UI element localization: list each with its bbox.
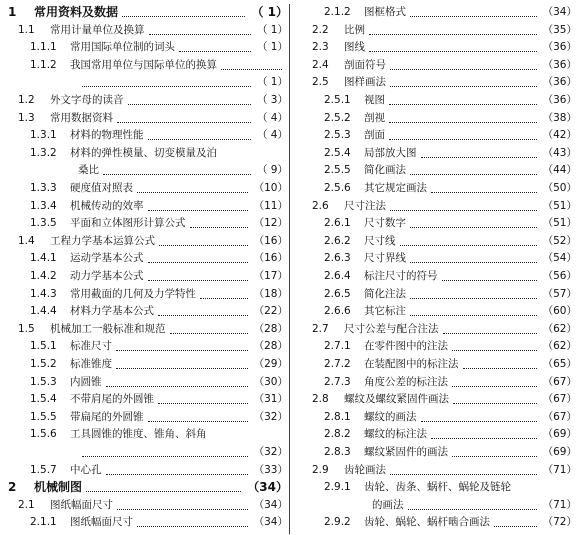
dot-leader [452, 368, 537, 387]
toc-entry-title: 在装配图中的标注法 [364, 358, 459, 370]
toc-entry-page: （42） [542, 129, 577, 142]
toc-entry-title: 尺寸注法 [344, 199, 386, 212]
toc-entry-number: 2.6.5 [324, 287, 351, 300]
toc-entry-number: 1.4.2 [30, 270, 57, 282]
toc-entry-title: 内圆锥 [70, 375, 102, 388]
toc-entry-title: 图线 [344, 41, 365, 54]
toc-entry-number: 1.3 [18, 111, 35, 124]
toc-entry-number: 2.5.1 [324, 94, 351, 106]
dot-leader [442, 262, 537, 281]
toc-entry-number: 1.5.6 [30, 428, 57, 441]
dot-leader [190, 209, 248, 228]
toc-entry-number: 2.6.4 [324, 270, 351, 282]
toc-entry-number: 2.6.2 [324, 234, 351, 247]
toc-entry-page: （54） [542, 252, 577, 265]
toc-entry-page: （69） [542, 446, 577, 458]
dot-leader [148, 262, 248, 281]
toc-entry-number: 2.6.1 [324, 217, 351, 230]
toc-entry-number: 2.1 [18, 498, 35, 511]
toc-entry-title: 齿轮、蜗轮、蜗杆啮合画法 [364, 516, 490, 529]
dot-leader [494, 508, 537, 527]
dot-leader [452, 438, 537, 457]
toc-entry-page: （30） [253, 375, 288, 388]
dot-leader [106, 368, 248, 387]
toc-entry-number: 2.6 [312, 199, 329, 212]
toc-entry[interactable] [294, 513, 577, 531]
dot-leader [390, 51, 537, 70]
toc-entry-title: 材料的物理性能 [70, 129, 144, 142]
toc-entry-number: 1.2 [18, 94, 35, 106]
dot-leader [431, 174, 537, 193]
toc-entry-page: （ 1） [256, 23, 288, 36]
dot-leader [221, 51, 282, 70]
toc-entry-page: （ 4） [256, 111, 288, 124]
toc-entry-title: 其它规定画法 [364, 182, 427, 194]
toc-entry-number: 2.3 [312, 41, 329, 54]
toc-entry-number: 2.8 [312, 393, 329, 406]
toc-entry-title: 齿轮、齿条、蜗杆、蜗轮及链轮 [364, 481, 511, 494]
toc-entry-title: 标准锥度 [70, 358, 112, 370]
toc-entry-page: （52） [542, 234, 577, 247]
toc-entry-page: （28） [253, 340, 288, 353]
dot-leader [86, 473, 241, 492]
toc-entry-number: 1 [8, 5, 17, 19]
toc-entry-title: 剖面 [364, 129, 385, 142]
toc-entry-number: 1.1 [18, 23, 35, 36]
toc-entry-page: （36） [542, 58, 577, 71]
dot-leader [410, 0, 537, 17]
toc-entry-page: （57） [542, 287, 577, 300]
toc-entry-number: 2.2 [312, 23, 329, 36]
dot-leader [137, 174, 248, 193]
toc-entry-page: （ 4） [256, 129, 288, 142]
toc-entry-number: 1.3.3 [30, 182, 57, 194]
toc-entry-title: 机械加工一般标准和规范 [50, 322, 166, 335]
toc-entry-number: 2 [8, 480, 17, 495]
toc-entry-page: （11） [253, 199, 288, 212]
toc-entry-page: （ 1） [251, 5, 288, 19]
toc-entry-title: 局部放大图 [364, 146, 417, 159]
toc-entry-title: 图样画法 [344, 76, 386, 89]
toc-entry-title: 尺寸界线 [364, 252, 406, 265]
toc-entry[interactable] [0, 513, 288, 531]
toc-entry-page: （ 1） [256, 76, 288, 89]
toc-entry-title: 常用数据资料 [50, 111, 113, 124]
toc-entry-page: （50） [542, 182, 577, 194]
toc-entry-page: （62） [542, 322, 577, 335]
toc-entry-title: 图纸幅面尺寸 [50, 498, 113, 511]
toc-entry[interactable] [0, 408, 288, 426]
toc-entry-title: 标准尺寸 [70, 340, 112, 353]
toc-entry-page: （36） [542, 94, 577, 106]
toc-entry-title: 机械制图 [34, 480, 83, 495]
toc-entry-page: （34） [542, 6, 577, 18]
toc-entry-title: 尺寸线 [364, 234, 396, 247]
dot-leader [410, 209, 537, 228]
toc-entry-page: （36） [542, 76, 577, 89]
dot-leader [116, 332, 248, 351]
dot-leader [389, 104, 537, 123]
toc-entry-page: （33） [253, 463, 288, 476]
dot-leader [431, 420, 537, 439]
toc-entry-page: （38） [542, 111, 577, 124]
toc-entry-page: （32） [253, 446, 288, 458]
toc-entry-page: （12） [253, 217, 288, 230]
dot-leader [410, 244, 537, 263]
dot-leader [421, 403, 537, 422]
toc-entry-page: （16） [253, 252, 288, 265]
dot-leader [369, 33, 537, 52]
toc-entry-title: 齿轮画法 [344, 463, 386, 476]
dot-leader [410, 297, 537, 316]
dot-leader [148, 192, 248, 211]
toc-entry-title: 不带肩尾的外圆锥 [70, 393, 154, 406]
toc-entry-number: 1.3.4 [30, 199, 57, 212]
toc-entry-number: 2.4 [312, 58, 329, 71]
toc-entry-number: 2.8.2 [324, 428, 351, 441]
toc-entry-number: 2.5 [312, 76, 329, 89]
toc-entry-page: （34） [253, 516, 288, 529]
toc-entry-page: （29） [253, 358, 288, 370]
dot-leader [117, 491, 248, 510]
toc-entry-title: 比例 [344, 23, 365, 36]
toc-entry-title: 简化画法 [364, 164, 406, 177]
toc-entry-number: 1.4.1 [30, 252, 57, 265]
toc-entry-number: 2.7.3 [324, 375, 351, 388]
toc-entry-title: 剖面符号 [344, 58, 386, 71]
dot-leader [400, 227, 537, 246]
toc-entry-title: 的画法 [372, 498, 404, 511]
dot-leader [170, 315, 248, 334]
toc-entry-title: 工程力学基本运算公式 [50, 234, 155, 247]
toc-entry-title: 螺纹的画法 [364, 410, 417, 423]
dot-leader [369, 16, 537, 35]
toc-entry-page: （31） [253, 393, 288, 406]
toc-entry-number: 2.8.1 [324, 410, 351, 423]
toc-entry-page: （34） [253, 498, 288, 511]
toc-entry-number: 1.1.1 [30, 41, 57, 54]
toc-entry-number: 2.1.1 [30, 516, 57, 529]
toc-entry-number: 1.4.3 [30, 287, 57, 300]
toc-entry-page: （44） [542, 164, 577, 177]
toc-entry-number: 1.5.3 [30, 375, 57, 388]
toc-entry-title: 其它标注 [364, 305, 406, 318]
toc-entry-number: 2.8.3 [324, 446, 351, 458]
dot-leader [137, 508, 248, 527]
dot-leader [421, 139, 537, 158]
dot-leader [410, 156, 537, 175]
toc-entry-title: 材料的弹性模量、切变模量及泊 [70, 146, 217, 159]
dot-leader [148, 121, 251, 140]
toc-entry-page: （18） [253, 287, 288, 300]
toc-entry-title: 动力学基本公式 [70, 270, 144, 282]
toc-entry-title: 视图 [364, 94, 385, 106]
dot-leader [103, 156, 251, 175]
toc-entry-title: 工具圆锥的锥度、锥角、斜角 [70, 428, 207, 441]
dot-leader [390, 192, 537, 211]
dot-leader [159, 227, 248, 246]
toc-entry-title: 常用截面的几何及力学特性 [70, 287, 196, 300]
toc-entry-title: 尺寸数字 [364, 217, 406, 230]
toc-entry-number: 2.7.1 [324, 340, 351, 353]
toc-entry-page: （62） [542, 340, 577, 353]
toc-entry-page: （32） [253, 410, 288, 423]
toc-entry-number: 1.4 [18, 234, 35, 247]
toc-entry-number: 2.5.5 [324, 164, 351, 177]
toc-entry-page: （67） [542, 393, 577, 406]
toc-entry-page: （69） [542, 428, 577, 441]
toc-entry-number: 1.4.4 [30, 305, 57, 318]
toc-entry-number: 2.5.6 [324, 182, 351, 194]
toc-entry-page: （ 9） [256, 164, 288, 177]
dot-leader [452, 332, 537, 351]
toc-entry[interactable] [0, 126, 288, 144]
dot-leader [443, 315, 537, 334]
toc-entry-number: 2.5.4 [324, 146, 351, 159]
toc-entry-title: 螺纹的标注法 [364, 428, 427, 441]
toc-entry-page: （ 1） [256, 41, 288, 54]
toc-entry-page: （10） [253, 182, 288, 194]
dot-leader [116, 350, 248, 369]
toc-entry-number: 2.6.3 [324, 252, 351, 265]
toc-entry-title: 图框格式 [364, 6, 406, 18]
toc-entry-number: 1.5.1 [30, 340, 57, 353]
toc-entry-page: （71） [542, 463, 577, 476]
toc-entry-title: 外文字母的读音 [50, 94, 124, 106]
dot-leader [158, 385, 248, 404]
toc-entry-title: 螺纹及螺纹紧固件画法 [344, 393, 449, 406]
dot-leader [148, 244, 248, 263]
toc-entry-number: 2.7.2 [324, 358, 351, 370]
dot-leader [389, 121, 537, 140]
toc-entry-page: （71） [542, 498, 577, 511]
toc-entry-title: 机械传动的效率 [70, 199, 144, 212]
column-divider [289, 4, 290, 534]
toc-entry-number: 1.3.2 [30, 146, 57, 159]
dot-leader [117, 104, 251, 123]
dot-leader [82, 438, 248, 457]
toc-entry-title: 常用计量单位及换算 [50, 23, 145, 36]
toc-entry-number: 1.5.7 [30, 463, 57, 476]
toc-entry-page: （28） [253, 322, 288, 335]
toc-entry-page: （16） [253, 234, 288, 247]
toc-entry-title: 在零件图中的注法 [364, 340, 448, 353]
dot-leader [463, 350, 537, 369]
toc-entry-number: 1.5.5 [30, 410, 57, 423]
dot-leader [453, 385, 537, 404]
toc-entry-page: （67） [542, 375, 577, 388]
toc-entry-page: （60） [542, 305, 577, 318]
dot-leader [149, 16, 251, 35]
dot-leader [389, 86, 537, 105]
dot-leader [179, 33, 251, 52]
toc-entry[interactable] [294, 461, 577, 479]
toc-entry-number: 1.3.1 [30, 129, 57, 142]
toc-entry-title: 平面和立体图形计算公式 [70, 217, 186, 230]
toc-entry-title: 我国常用单位与国际单位的换算 [70, 58, 217, 71]
toc-entry-title: 桑比 [78, 164, 99, 177]
toc-entry-title: 带扁尾的外圆锥 [70, 410, 144, 423]
dot-leader [148, 403, 248, 422]
toc-entry-number: 1.1.2 [30, 58, 57, 71]
dot-leader [82, 68, 251, 87]
dot-leader [158, 297, 248, 316]
toc-entry-title: 尺寸公差与配合注法 [344, 322, 439, 335]
dot-leader [200, 280, 248, 299]
toc-entry-title: 角度公差的标注法 [364, 375, 448, 388]
dot-leader [122, 0, 245, 17]
toc-entry-page: （ 3） [256, 94, 288, 106]
toc-entry-page: （51） [542, 217, 577, 230]
toc-entry-number: 2.6.6 [324, 305, 351, 318]
toc-entry-title: 图纸幅面尺寸 [70, 516, 133, 529]
toc-entry-page: （36） [542, 41, 577, 54]
toc-entry-page: （43） [542, 146, 577, 159]
toc-entry-page: （56） [542, 270, 577, 282]
toc-entry-page: （72） [542, 516, 577, 529]
toc-entry-number: 2.1.2 [324, 6, 351, 18]
toc-entry-number: 1.5 [18, 322, 35, 335]
toc-entry-number: 2.9 [312, 463, 329, 476]
toc-entry-number: 2.5.3 [324, 129, 351, 142]
toc-entry-number: 2.5.2 [324, 111, 351, 124]
toc-entry-title: 硬度值对照表 [70, 182, 133, 194]
dot-leader [410, 280, 537, 299]
toc-entry-title: 螺纹紧固件的画法 [364, 446, 448, 458]
toc-entry-title: 运动学基本公式 [70, 252, 144, 265]
toc-entry-title: 材料力学基本公式 [70, 305, 154, 318]
toc-entry-title: 标注尺寸的符号 [364, 270, 438, 282]
toc-entry-page: （51） [542, 199, 577, 212]
dot-leader [390, 456, 537, 475]
toc-entry-number: 1.5.4 [30, 393, 57, 406]
toc-entry-number: 2.9.2 [324, 516, 351, 529]
toc-entry-page: （65） [542, 358, 577, 370]
dot-leader [128, 86, 251, 105]
toc-entry-title: 剖视 [364, 111, 385, 124]
toc-entry-title: 中心孔 [70, 463, 102, 476]
dot-leader [106, 456, 248, 475]
toc-entry-title: 常用国际单位制的词头 [70, 41, 175, 54]
toc-entry-number: 1.5.2 [30, 358, 57, 370]
toc-entry-page: （35） [542, 23, 577, 36]
toc-entry-title: 简化注法 [364, 287, 406, 300]
toc-entry-page: （22） [253, 305, 288, 318]
toc-entry-page: （17） [253, 270, 288, 282]
dot-leader [408, 491, 537, 510]
toc-entry-title: 常用资料及数据 [34, 5, 119, 19]
toc-entry-number: 2.9.1 [324, 481, 351, 494]
toc-entry-page: （34） [247, 480, 288, 495]
toc-entry-number: 1.3.5 [30, 217, 57, 230]
toc-entry-page: （67） [542, 410, 577, 423]
dot-leader [390, 68, 537, 87]
toc-entry-number: 2.7 [312, 322, 329, 335]
